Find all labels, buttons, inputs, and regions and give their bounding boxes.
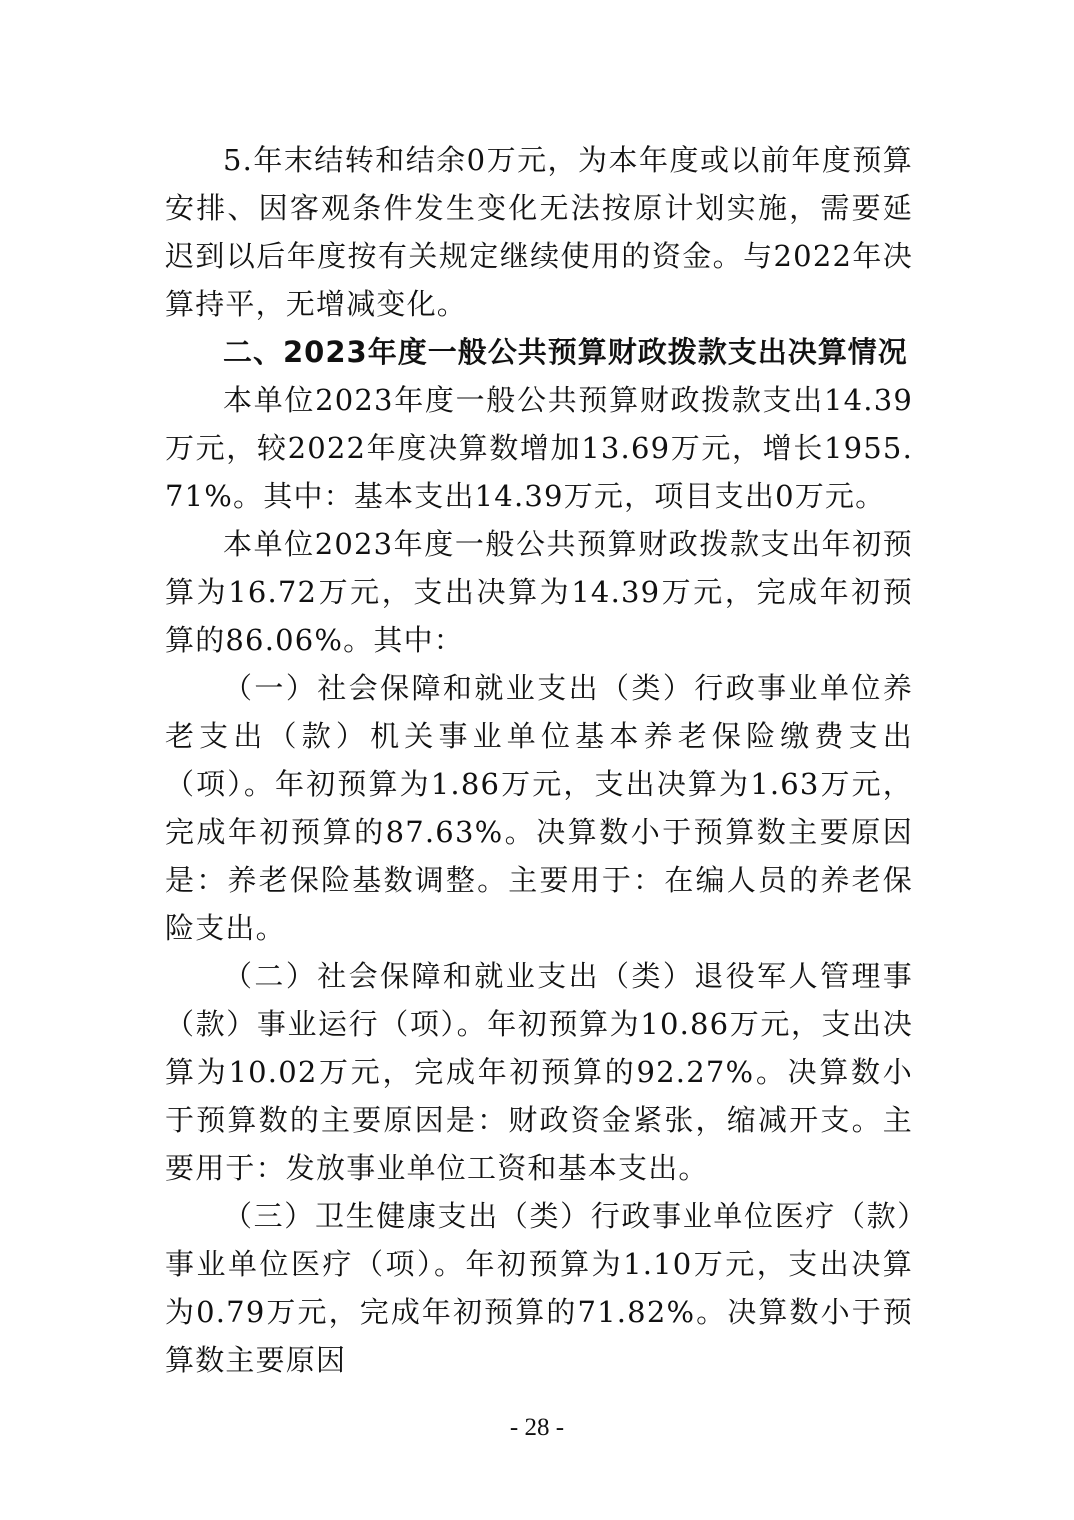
paragraph-total-expenditure: 本单位2023年度一般公共预算财政拨款支出14.39万元，较2022年度决算数增加13.69万元，增长1955.71%。其中：基本支出14.39万元，项目支出0万元。 <box>165 383 913 513</box>
document-body <box>165 136 913 1384</box>
paragraph-initial-budget: 本单位2023年度一般公共预算财政拨款支出年初预算为16.72万元，支出决算为14.39万元，完成年初预算的86.06%。其中： <box>165 527 913 657</box>
paragraph-carryover-balance: 5.年末结转和结余0万元，为本年度或以前年度预算安排、因客观条件发生变化无法按原计划实施，需要延迟到以后年度按有关规定继续使用的资金。与2022年决算持平，无增减变化。 <box>165 143 913 321</box>
paragraph-item-1-pension: （一）社会保障和就业支出（类）行政事业单位养老支出（款）机关事业单位基本养老保险缴费支出（项）。年初预算为1.86万元，支出决算为1.63万元，完成年初预算的87.63%。决算数小于预算数主要原因是：养老保险基数调整。主要用于：在编人员的养老保险支出。 <box>165 671 913 945</box>
page-number: - 28 - <box>509 1414 565 1441</box>
paragraph-item-2-veterans: （二）社会保障和就业支出（类）退役军人管理事（款）事业运行（项）。年初预算为10.86万元，支出决算为10.02万元，完成年初预算的92.27%。决算数小于预算数的主要原因是：财政资金紧张，缩减开支。主要用于：发放事业单位工资和基本支出。 <box>165 959 913 1185</box>
section-heading-2023-general-budget: 二、2023年度一般公共预算财政拨款支出决算情况 <box>223 335 908 369</box>
paragraph-item-3-health: （三）卫生健康支出（类）行政事业单位医疗（款）事业单位医疗（项）。年初预算为1.10万元，支出决算为0.79万元，完成年初预算的71.82%。决算数小于预算数主要原因 <box>165 1199 913 1377</box>
